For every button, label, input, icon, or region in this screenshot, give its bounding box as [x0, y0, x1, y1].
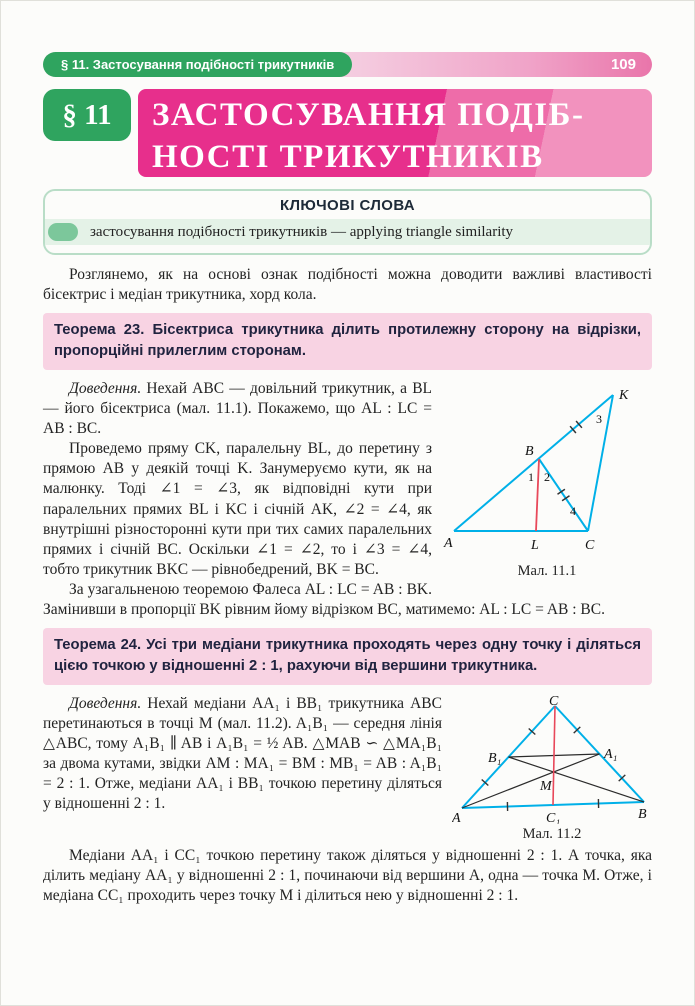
proof-lead: Доведення.	[69, 379, 142, 397]
proof-24-text-1: Нехай медіани AA₁ і BB₁ трикутника ABC перетинаються в точці M (мал. 11.2). A₁B₁ — середня лінія △ABC, тому A₁B₁ ∥ AB і A₁B₁ = ½ AB. △MAB ∽ △MA₁B₁ за двома кутами, звідки AM : MA₁ = BM : MB₁ = AB : A₁B₁ = 2 : 1. Отже, медіани AA₁ і BB₁ точкою перетину діляться у відношенні 2 : 1.	[43, 694, 442, 813]
proof-theorem-23	[43, 379, 652, 621]
midpoint-label-A1: A₁	[604, 746, 618, 762]
chapter-title-line1: ЗАСТОСУВАННЯ ПОДІБ-	[152, 97, 585, 133]
section-breadcrumb: § 11. Застосування подібності трикутників	[43, 52, 352, 77]
keywords-bullet	[48, 223, 78, 241]
theorem-24: Теорема 24. Усі три медіани трикутника проходять через одну точку і діляться цією точкою у відношенні 2 : 1, рахуючи від вершини трикутника.	[43, 628, 652, 684]
section-badge: § 11	[43, 89, 131, 141]
chapter-title-block	[43, 89, 652, 177]
bisector-BL	[536, 459, 539, 531]
closing-paragraph: Медіани AA₁ і CC₁ точкою перетину також діляться у відношенні 2 : 1. А точка, яка ділить медіану AA₁ у відношенні 2 : 1, починаючи від вершини A, одна — точка M. Отже, і медіана CC₁ проходить через точку M і ділиться нею у відношенні 2 : 1.	[43, 846, 652, 905]
median-CC1	[553, 706, 555, 805]
proof-lead: Доведення.	[69, 694, 142, 712]
vertex-label-A: A	[452, 810, 461, 824]
chapter-title	[138, 89, 652, 177]
midpoint-label-B1: B₁	[488, 750, 502, 766]
keywords-entry-text: застосування подібності трикутників — applying triangle similarity	[90, 223, 514, 240]
chapter-title-line2: НОСТІ ТРИКУТНИКІВ	[152, 138, 544, 175]
theorem-23: Теорема 23. Бісектриса трикутника ділить протилежну сторону на відрізки, пропорційні прилеглим сторонам.	[43, 313, 652, 369]
vertex-label-B: B	[638, 806, 647, 822]
midpoint-label-C1: C₁	[546, 810, 561, 824]
page-number: 109	[610, 56, 636, 73]
figure-11-1	[442, 381, 652, 580]
keywords-heading: КЛЮЧОВІ СЛОВА	[279, 197, 416, 214]
vertex-label-C: C	[549, 695, 559, 709]
figure-11-2-caption: Мал. 11.2	[522, 825, 582, 842]
vertex-label-A: A	[444, 535, 453, 551]
figure-11-1-caption: Мал. 11.1	[517, 562, 577, 579]
figure-11-1-drawing	[442, 381, 652, 561]
vertex-label-K: K	[619, 387, 629, 403]
angle-label-3: 3	[596, 411, 602, 426]
vertex-label-C: C	[585, 537, 595, 553]
proof-23-text-1: Нехай ABC — довільний трикутник, а BL — його бісектриса (мал. 11.1). Покажемо, що AL : LC = AB : BC.	[43, 379, 432, 437]
vertex-label-B: B	[525, 443, 534, 459]
keywords-box	[43, 189, 652, 255]
intro-paragraph: Розглянемо, як на основі ознак подібності можна доводити важливі властивості бісектрис і медіан трикутника, хорд кола.	[43, 266, 652, 304]
figure-11-2	[452, 696, 652, 843]
triangle-construction-lines	[454, 395, 613, 531]
proof-23-paragraph-3: За узагальненою теоремою Фалеса AL : LC = AB : BK. Замінивши в пропорції BK рівним йому відрізком BC, матимемо: AL : LC = AB : BC.	[43, 581, 605, 619]
vertex-label-L: L	[531, 537, 539, 553]
angle-label-4: 4	[570, 503, 576, 518]
angle-label-1: 1	[528, 469, 534, 484]
keywords-entry-row	[45, 219, 650, 245]
proof-theorem-24	[43, 694, 652, 846]
figure-11-2-drawing	[452, 696, 652, 824]
proof-23-paragraph-2: Проведемо пряму CK, паралельну BL, до перетину з прямою AB у деякій точці K. Занумеруємо кути, як на малюнку. Тоді ∠1 = ∠3, як відповідні кути при паралельних прямих BL і KC і січній AK, ∠2 = ∠4, як внутрішні різносторонні кути при тих самих паралельних прямих і січній BC. Оскільки ∠1 = ∠2, то і ∠3 = ∠4, тобто трикутник BKC — рівнобедрений, BK = BC.	[43, 440, 432, 578]
centroid-label-M: M	[540, 778, 552, 794]
angle-label-2: 2	[544, 469, 550, 484]
page-header	[43, 52, 652, 77]
